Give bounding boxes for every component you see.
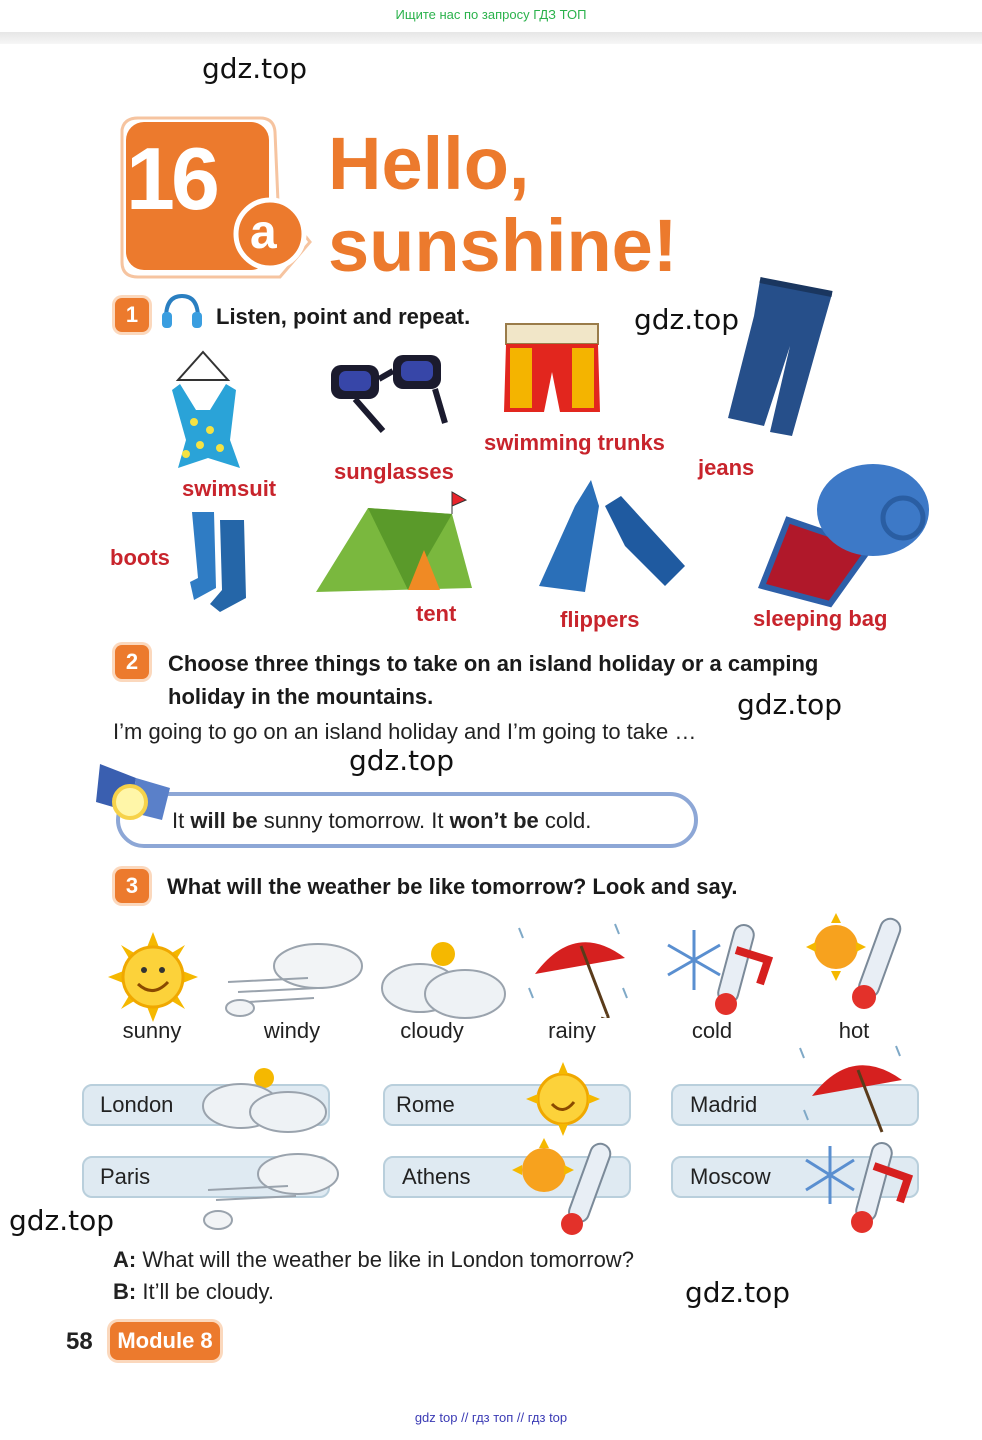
dialogue-text: What will the weather be like in London tomorrow? [142, 1247, 634, 1272]
snowflake-thermometer-icon [656, 920, 776, 1025]
exercise-instruction: Listen, point and repeat. [216, 304, 471, 329]
module-badge: Module 8 [110, 1322, 220, 1360]
weather-label: sunny [122, 1018, 182, 1043]
flippers-image [535, 476, 695, 601]
grammar-bold: will be [190, 808, 258, 833]
top-banner[interactable]: Ищите нас по запросу ГДЗ ТОП [0, 0, 982, 32]
exercise-instruction-line1: Choose three things to take on an island holiday or a camping [168, 651, 819, 676]
sleeping-bag-image [758, 458, 933, 613]
grammar-sentence [172, 808, 591, 834]
exercise-number: 2 [115, 645, 149, 679]
vocab-label: boots [110, 545, 170, 570]
grammar-bold: won’t be [449, 808, 539, 833]
exercise-instruction-line2: holiday in the mountains. [168, 684, 434, 709]
jeans-image [720, 276, 835, 446]
cloud-icon [196, 1066, 331, 1141]
swimsuit-image [158, 350, 248, 480]
vocab-label: jeans [698, 455, 755, 480]
umbrella-rain-icon [515, 918, 635, 1023]
speaker-label: B: [113, 1279, 137, 1304]
vocab-label: swimsuit [182, 476, 277, 501]
top-divider [0, 32, 982, 44]
sun-icon [108, 932, 198, 1027]
watermark: gdz.top [202, 52, 308, 85]
umbrella-rain-icon [796, 1040, 911, 1143]
swimming-trunks-image [502, 320, 602, 420]
example-sentence: I’m going to go on an island holiday and I’m going to take … [113, 719, 697, 744]
dialogue-text: It’ll be cloudy. [142, 1279, 274, 1304]
sun-icon [526, 1062, 600, 1141]
exercise-instruction: What will the weather be like tomorrow? Look and say. [167, 874, 738, 899]
unit-title-line1: Hello, [328, 122, 530, 205]
tent-image [312, 490, 477, 605]
unit-title-line2: sunshine! [328, 204, 678, 287]
dialogue-line-a [113, 1247, 634, 1273]
sun-thermometer-icon [806, 913, 916, 1018]
wind-icon [218, 938, 368, 1023]
vocab-label: tent [416, 601, 457, 626]
exercise-number: 3 [115, 869, 149, 903]
grammar-text: It [172, 808, 191, 833]
vocab-label: swimming trunks [484, 430, 665, 455]
vocab-label: flippers [560, 607, 640, 632]
boots-image [186, 508, 256, 623]
weather-label: windy [263, 1018, 321, 1043]
page-number: 58 [66, 1328, 93, 1355]
grammar-text: sunny tomorrow. It [257, 808, 450, 833]
city-name: Madrid [690, 1092, 758, 1117]
vocab-label: sunglasses [334, 459, 454, 484]
watermark: gdz.top [737, 688, 843, 721]
exercise-number: 1 [115, 298, 149, 332]
vocab-label: sleeping bag [753, 606, 888, 631]
watermark: gdz.top [9, 1204, 115, 1237]
city-name: Moscow [690, 1164, 771, 1189]
city-name: Rome [396, 1092, 455, 1117]
watermark: gdz.top [685, 1276, 791, 1309]
footer-links[interactable]: gdz top // гдз топ // гдз top [414, 1410, 568, 1425]
city-name: Athens [402, 1164, 471, 1189]
weather-label: rainy [548, 1018, 596, 1043]
wind-icon [198, 1148, 343, 1238]
unit-number: 16 [126, 129, 216, 228]
unit-letter: a [250, 206, 277, 259]
city-name: Paris [100, 1164, 151, 1189]
headphones-icon[interactable] [160, 290, 204, 337]
weather-label: cloudy [400, 1018, 464, 1043]
watermark: gdz.top [349, 744, 455, 777]
dialogue-line-b [113, 1279, 274, 1305]
watermark: gdz.top [634, 303, 740, 336]
speaker-label: A: [113, 1247, 137, 1272]
cloud-icon [375, 938, 510, 1028]
weather-label: cold [691, 1018, 733, 1043]
sun-thermometer-icon [512, 1138, 627, 1243]
sunglasses-image [325, 345, 450, 440]
city-name: London [100, 1092, 174, 1117]
snowflake-thermometer-icon [796, 1138, 922, 1243]
weather-label: hot [838, 1018, 870, 1043]
grammar-text: cold. [538, 808, 592, 833]
spotlight-icon [90, 758, 174, 847]
